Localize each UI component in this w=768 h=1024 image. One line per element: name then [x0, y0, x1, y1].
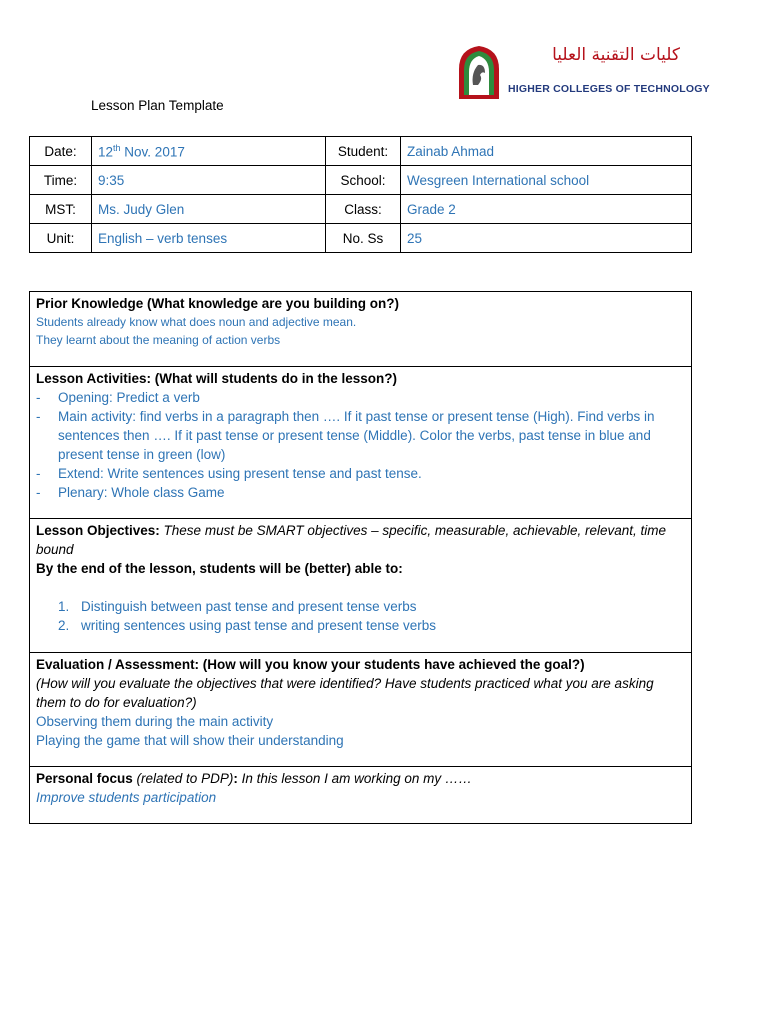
prior-knowledge-line: Students already know what does noun and adjective mean.: [36, 315, 357, 329]
evaluation-heading: Evaluation / Assessment: (How will you know your students have achieved the goal?): [36, 657, 585, 672]
personal-focus-section: [30, 766, 691, 823]
prior-knowledge-section: [30, 292, 691, 366]
unit-value: English – verb tenses: [92, 224, 326, 253]
list-item: - Opening: Predict a verb: [36, 388, 685, 407]
student-label: Student:: [326, 137, 401, 166]
prior-knowledge-line: They learnt about the meaning of action verbs: [36, 333, 281, 347]
list-item: 1. Distinguish between past tense and present tense verbs: [58, 599, 417, 614]
objectives-subheading: By the end of the lesson, students will be (better) able to:: [36, 561, 403, 576]
lesson-objectives-section: [30, 518, 691, 652]
lesson-activities-section: [30, 366, 691, 518]
class-value: Grade 2: [401, 195, 692, 224]
noss-label: No. Ss: [326, 224, 401, 253]
lesson-activities-heading: Lesson Activities: (What will students do in the lesson?): [36, 371, 398, 386]
date-value: 12th Nov. 2017: [92, 137, 326, 166]
hct-emblem-icon: [456, 45, 502, 99]
evaluation-section: [30, 652, 691, 766]
table-row: [30, 195, 692, 224]
page-title: Lesson Plan Template: [91, 98, 224, 113]
activities-list: [36, 388, 685, 502]
evaluation-line: Observing them during the main activity: [36, 714, 274, 729]
mst-label: MST:: [30, 195, 92, 224]
table-row: [30, 224, 692, 253]
time-label: Time:: [30, 166, 92, 195]
class-label: Class:: [326, 195, 401, 224]
hct-logo: [456, 45, 710, 99]
lesson-objectives-heading: Lesson Objectives: These must be SMART objectives – specific, measurable, achievable, relevant, time bound: [36, 523, 667, 557]
prior-knowledge-heading: Prior Knowledge (What knowledge are you building on?): [36, 296, 400, 311]
table-row: [30, 166, 692, 195]
evaluation-note: (How will you evaluate the objectives that were identified? Have students practiced what you are asking them to do for evaluation?): [36, 676, 654, 710]
evaluation-line: Playing the game that will show their understanding: [36, 733, 344, 748]
school-label: School:: [326, 166, 401, 195]
table-row: [30, 137, 692, 166]
school-value: Wesgreen International school: [401, 166, 692, 195]
logo-english-text: HIGHER COLLEGES OF TECHNOLOGY: [508, 83, 710, 95]
list-item: - Plenary: Whole class Game: [36, 483, 685, 502]
lesson-plan-box: [29, 291, 692, 824]
mst-value: Ms. Judy Glen: [92, 195, 326, 224]
logo-arabic-text: كليات التقنية العليا: [552, 45, 680, 65]
unit-label: Unit:: [30, 224, 92, 253]
list-item: - Extend: Write sentences using present tense and past tense.: [36, 464, 685, 483]
objectives-list: [36, 597, 685, 635]
noss-value: 25: [401, 224, 692, 253]
personal-focus-heading: Personal focus (related to PDP): In this lesson I am working on my ……: [36, 771, 472, 786]
list-item: 2. writing sentences using past tense and present tense verbs: [58, 618, 436, 633]
personal-focus-answer: Improve students participation: [36, 790, 217, 805]
list-item: - Main activity: find verbs in a paragraph then …. If it past tense or present tense (High). Find verbs in sentences then …. If it past tense or present tense (Middle). Color the verbs, past tense in blue and present tense in green (low): [36, 407, 685, 464]
time-value: 9:35: [92, 166, 326, 195]
student-value: Zainab Ahmad: [401, 137, 692, 166]
date-label: Date:: [30, 137, 92, 166]
info-table: [29, 136, 692, 253]
